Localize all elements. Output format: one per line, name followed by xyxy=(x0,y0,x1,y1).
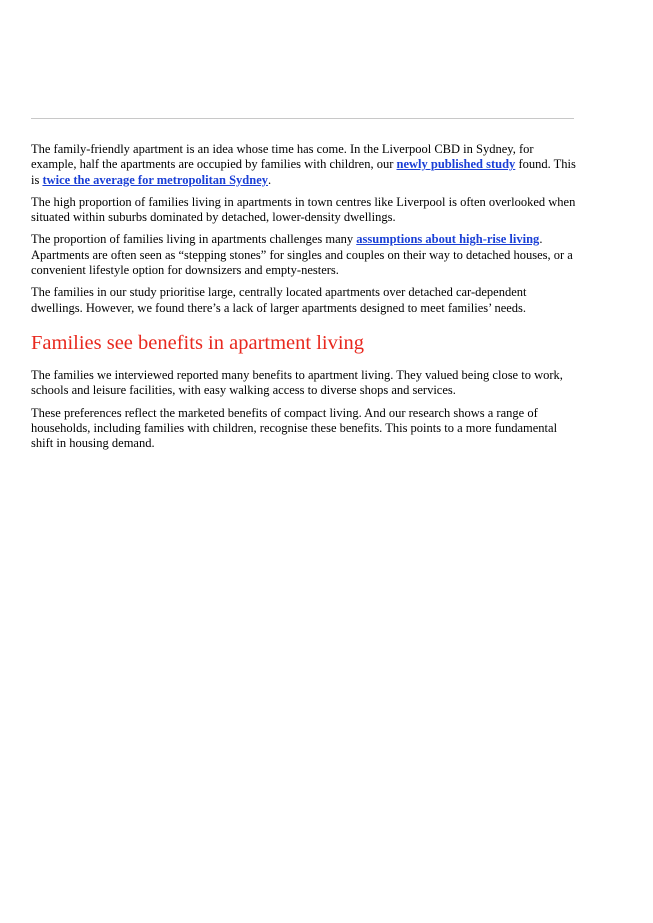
newly-published-study-link[interactable]: newly published study xyxy=(396,157,516,172)
paragraph-assumptions-text-2: . Apartments are often seen as “stepping stones” for singles and couples on their way to detached houses, or a convenient lifestyle option for downsizers and empty-nesters. xyxy=(31,232,573,278)
paragraph-benefits: The families we interviewed reported many benefits to apartment living. They valued being close to work, schools and leisure facilities, with easy walking access to diverse shops and services. xyxy=(31,367,563,398)
paragraph-assumptions xyxy=(31,232,576,278)
twice-the-average-link[interactable]: twice the average for metropolitan Sydney xyxy=(42,172,269,187)
paragraph-intro xyxy=(31,142,576,188)
paragraph-assumptions-text-1: The proportion of families living in apartments challenges many xyxy=(31,232,357,247)
assumptions-high-rise-link[interactable]: assumptions about high-rise living xyxy=(356,232,540,247)
section-heading: Families see benefits in apartment living xyxy=(31,331,365,354)
paragraph-intro-text-1: The family-friendly apartment is an idea whose time has come. In the Liverpool CBD in Sydney, for example, half the apartments are occupied by families with children, our xyxy=(31,142,534,172)
paragraph-preferences: These preferences reflect the marketed benefits of compact living. And our research shows a range of households, including families with children, recognise these benefits. This points to a more fundamental shift in housing demand. xyxy=(31,405,558,451)
paragraph-intro-text-2: found. This is xyxy=(31,157,576,187)
article-body xyxy=(31,142,576,458)
paragraph-intro-text-3: . xyxy=(268,172,272,187)
top-divider xyxy=(31,118,574,119)
paragraph-high-proportion: The high proportion of families living in apartments in town centres like Liverpool is often overlooked when situated within suburbs dominated by detached, lower-density dwellings. xyxy=(31,194,576,225)
paragraph-study-priorities: The families in our study prioritise large, centrally located apartments over detached car-dependent dwellings. However, we found there’s a lack of larger apartments designed to meet families’ needs. xyxy=(31,285,527,315)
